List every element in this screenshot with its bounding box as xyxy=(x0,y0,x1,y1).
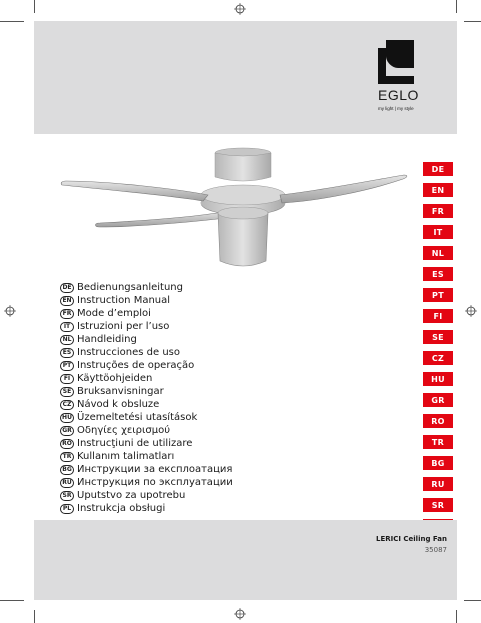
language-badge: CZ xyxy=(60,400,74,410)
manual-title: Instrucţiuni de utilizare xyxy=(77,438,193,449)
list-item xyxy=(60,463,233,476)
manual-language-list xyxy=(60,281,233,515)
language-badge: FR xyxy=(60,309,74,319)
registration-mark-icon xyxy=(234,608,246,620)
language-badge: ES xyxy=(60,348,74,358)
list-item xyxy=(60,294,233,307)
language-badge: HU xyxy=(60,413,74,423)
crop-mark xyxy=(464,21,481,22)
language-badge: TR xyxy=(60,452,74,462)
language-tab-nl: NL xyxy=(423,246,453,260)
language-tab-cz: CZ xyxy=(423,351,453,365)
language-badge: FI xyxy=(60,374,74,384)
manual-title: Bruksanvisningar xyxy=(77,386,164,397)
language-tab-fr: FR xyxy=(423,204,453,218)
ceiling-fan-icon xyxy=(58,145,410,275)
manual-title: Instrucciones de uso xyxy=(77,347,180,358)
language-tab-pt: PT xyxy=(423,288,453,302)
product-name: LERICI Ceiling Fan xyxy=(375,535,447,543)
crop-mark xyxy=(0,21,24,22)
manual-title: Mode d’emploi xyxy=(77,308,151,319)
list-item xyxy=(60,424,233,437)
list-item xyxy=(60,346,233,359)
language-tab-de: DE xyxy=(423,162,453,176)
language-tab-fi: FI xyxy=(423,309,453,323)
list-item xyxy=(60,281,233,294)
language-badge: IT xyxy=(60,322,74,332)
list-item xyxy=(60,411,233,424)
manual-title: Istruzioni per l’uso xyxy=(77,321,170,332)
language-tab-ro: RO xyxy=(423,414,453,428)
list-item xyxy=(60,502,233,515)
list-item xyxy=(60,307,233,320)
manual-title: Bedienungsanleitung xyxy=(77,282,183,293)
crop-mark xyxy=(34,610,35,623)
language-tab-hu: HU xyxy=(423,372,453,386)
crop-mark xyxy=(456,610,457,623)
language-tab-es: ES xyxy=(423,267,453,281)
manual-title: Instrukcja obsługi xyxy=(77,503,166,514)
manual-title: Kullanım talimatları xyxy=(77,451,175,462)
language-tab-bg: BG xyxy=(423,456,453,470)
list-item xyxy=(60,385,233,398)
language-badge: NL xyxy=(60,335,74,345)
manual-title: Инструкции за експлоатация xyxy=(77,464,233,475)
list-item xyxy=(60,333,233,346)
crop-mark xyxy=(34,0,35,13)
manual-title: Инструкция по эксплуатации xyxy=(77,477,233,488)
language-tab-tr: TR xyxy=(423,435,453,449)
brand-name: EGLO xyxy=(378,87,419,103)
registration-mark-icon xyxy=(4,305,16,317)
language-badge: BG xyxy=(60,465,74,475)
list-item xyxy=(60,476,233,489)
language-tab-sr: SR xyxy=(423,498,453,512)
manual-title: Käyttöohjeiden xyxy=(77,373,153,384)
crop-mark xyxy=(456,0,457,13)
manual-title: Instruções de operação xyxy=(77,360,195,371)
list-item xyxy=(60,359,233,372)
list-item xyxy=(60,437,233,450)
list-item xyxy=(60,320,233,333)
list-item xyxy=(60,489,233,502)
language-badge: RU xyxy=(60,478,74,488)
language-badge: DE xyxy=(60,283,74,293)
product-code: 35087 xyxy=(424,546,447,554)
manual-title: Návod k obsluze xyxy=(77,399,160,410)
manual-title: Οδηγίες χειρισμού xyxy=(77,425,170,436)
language-badge: SR xyxy=(60,491,74,501)
language-badge: PT xyxy=(60,361,74,371)
manual-title: Instruction Manual xyxy=(77,295,171,306)
language-tab-en: EN xyxy=(423,183,453,197)
language-tab-list xyxy=(423,162,453,540)
manual-title: Üzemeltetési utasítások xyxy=(77,412,198,423)
list-item xyxy=(60,450,233,463)
list-item xyxy=(60,398,233,411)
language-tab-ru: RU xyxy=(423,477,453,491)
list-item xyxy=(60,372,233,385)
language-tab-gr: GR xyxy=(423,393,453,407)
registration-mark-icon xyxy=(234,3,246,15)
language-badge: EN xyxy=(60,296,74,306)
language-tab-it: IT xyxy=(423,225,453,239)
language-badge: RO xyxy=(60,439,74,449)
manual-title: Uputstvo za upotrebu xyxy=(77,490,186,501)
crop-mark xyxy=(0,600,24,601)
crop-mark xyxy=(464,600,481,601)
eglo-logo-icon xyxy=(378,40,434,84)
footer-band xyxy=(34,520,457,600)
brand-tagline: my light | my style xyxy=(378,106,414,111)
language-badge: SE xyxy=(60,387,74,397)
manual-title: Handleiding xyxy=(77,334,137,345)
language-tab-se: SE xyxy=(423,330,453,344)
language-badge: PL xyxy=(60,504,74,514)
language-badge: GR xyxy=(60,426,74,436)
registration-mark-icon xyxy=(465,305,477,317)
